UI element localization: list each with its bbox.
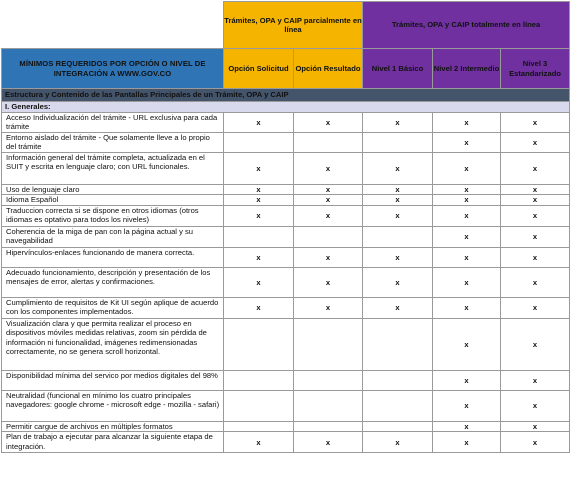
mark-cell xyxy=(224,370,294,390)
mark-cell xyxy=(224,318,294,370)
mark-cell xyxy=(294,133,363,153)
requirement-text: Traduccion correcta si se dispone en otros idiomas (otros idiomas es optativo para todos los niveles) xyxy=(2,205,224,226)
mark-cell: x xyxy=(224,195,294,205)
table-row xyxy=(2,153,570,185)
col-header-nivel-3: Nivel 3 Estandarizado xyxy=(501,49,570,89)
col-header-nivel-2: Nivel 2 Intermedio xyxy=(433,49,501,89)
requirements-table xyxy=(1,1,570,453)
mark-cell: x xyxy=(433,390,501,421)
mark-cell xyxy=(363,390,433,421)
col-header-resultado: Opción Resultado xyxy=(294,49,363,89)
mark-cell: x xyxy=(224,297,294,318)
mark-cell: x xyxy=(294,113,363,133)
requirement-text: Hipervínculos-enlaces funcionando de manera correcta. xyxy=(2,247,224,267)
mark-cell: x xyxy=(501,432,570,453)
mark-cell: x xyxy=(501,153,570,185)
mark-cell: x xyxy=(294,185,363,195)
table-row xyxy=(2,133,570,153)
mark-cell: x xyxy=(433,267,501,297)
mark-cell: x xyxy=(433,226,501,247)
table-row xyxy=(2,247,570,267)
mark-cell: x xyxy=(501,247,570,267)
mark-cell: x xyxy=(294,195,363,205)
requirement-text: Entorno aislado del trámite - Que solamente lleve a lo propio del trámite xyxy=(2,133,224,153)
mark-cell: x xyxy=(363,205,433,226)
mark-cell xyxy=(224,390,294,421)
table-row xyxy=(2,113,570,133)
mark-cell: x xyxy=(224,153,294,185)
mark-cell: x xyxy=(433,370,501,390)
mark-cell: x xyxy=(224,267,294,297)
mark-cell: x xyxy=(294,297,363,318)
mark-cell: x xyxy=(501,185,570,195)
mark-cell: x xyxy=(363,153,433,185)
mark-cell: x xyxy=(433,153,501,185)
requirement-text: Permitir cargue de archivos en múltiples formatos xyxy=(2,421,224,431)
header-corner xyxy=(2,2,224,49)
mark-cell: x xyxy=(501,133,570,153)
mark-cell: x xyxy=(294,432,363,453)
mark-cell: x xyxy=(433,185,501,195)
requirement-text: Visualización clara y que permita realizar el proceso en dispositivos móviles medidas relativas, zoom sin pérdida de información ni funcionalidad, imágenes redimensionadas correctamente, no se genera scroll horizontal. xyxy=(2,318,224,370)
mark-cell: x xyxy=(363,432,433,453)
mark-cell: x xyxy=(501,318,570,370)
mark-cell xyxy=(294,390,363,421)
requirement-text: Cumplimiento de requisitos de Kit UI según aplique de acuerdo con los componentes implementados. xyxy=(2,297,224,318)
requirement-text: Información general del trámite completa, actualizada en el SUIT y escrita en lenguaje claro; con URL funcionales. xyxy=(2,153,224,185)
table-row xyxy=(2,205,570,226)
mark-cell: x xyxy=(224,432,294,453)
col-header-nivel-1: Nivel 1 Básico xyxy=(363,49,433,89)
table-row xyxy=(2,195,570,205)
requirement-text: Adecuado funcionamiento, descripción y presentación de los mensajes de error, alertas y confirmaciones. xyxy=(2,267,224,297)
mark-cell: x xyxy=(363,113,433,133)
table-row xyxy=(2,432,570,453)
mark-cell xyxy=(224,133,294,153)
mark-cell: x xyxy=(433,297,501,318)
table-row xyxy=(2,267,570,297)
mark-cell: x xyxy=(433,318,501,370)
mark-cell xyxy=(224,421,294,431)
table-row xyxy=(2,370,570,390)
mark-cell xyxy=(363,133,433,153)
table-row xyxy=(2,185,570,195)
mark-cell xyxy=(294,421,363,431)
requirement-text: Neutralidad (funcional en mínimo los cuatro principales navegadores: google chrome - microsoft edge - mozilla - safari) xyxy=(2,390,224,421)
requirement-text: Acceso Individualización del trámite - URL exclusiva para cada trámite xyxy=(2,113,224,133)
mark-cell xyxy=(294,318,363,370)
mark-cell xyxy=(224,226,294,247)
mark-cell: x xyxy=(433,195,501,205)
mark-cell: x xyxy=(224,205,294,226)
table-row xyxy=(2,318,570,370)
mark-cell: x xyxy=(501,205,570,226)
mark-cell: x xyxy=(433,432,501,453)
mark-cell: x xyxy=(501,390,570,421)
mark-cell: x xyxy=(294,205,363,226)
mark-cell: x xyxy=(363,247,433,267)
mark-cell: x xyxy=(294,267,363,297)
group-header-partial: Trámites, OPA y CAIP parcialmente en línea xyxy=(224,2,363,49)
mark-cell: x xyxy=(501,195,570,205)
mark-cell: x xyxy=(433,113,501,133)
requirement-text: Plan de trabajo a ejecutar para alcanzar la siguiente etapa de integración. xyxy=(2,432,224,453)
table-row xyxy=(2,297,570,318)
mark-cell xyxy=(363,370,433,390)
table-row xyxy=(2,390,570,421)
requirement-text: Uso de lenguaje claro xyxy=(2,185,224,195)
mark-cell: x xyxy=(501,113,570,133)
row-header: MÍNIMOS REQUERIDOS POR OPCIÓN O NIVEL DE INTEGRACIÓN A WWW.GOV.CO xyxy=(2,49,224,89)
requirement-text: Idioma Español xyxy=(2,195,224,205)
mark-cell: x xyxy=(501,297,570,318)
table-row xyxy=(2,226,570,247)
mark-cell xyxy=(363,421,433,431)
mark-cell xyxy=(363,318,433,370)
mark-cell: x xyxy=(501,421,570,431)
mark-cell: x xyxy=(294,153,363,185)
section-title: Estructura y Contenido de las Pantallas Principales de un Trámite, OPA y CAIP xyxy=(2,89,570,102)
requirement-text: Disponibilidad mínima del servico por medios digitales del 98% xyxy=(2,370,224,390)
mark-cell: x xyxy=(433,247,501,267)
mark-cell: x xyxy=(363,195,433,205)
subsection-title: I. Generales: xyxy=(2,102,570,113)
col-header-solicitud: Opción Solicitud xyxy=(224,49,294,89)
mark-cell: x xyxy=(433,205,501,226)
group-header-full: Trámites, OPA y CAIP totalmente en línea xyxy=(363,2,570,49)
mark-cell: x xyxy=(501,226,570,247)
requirement-text: Coherencia de la miga de pan con la página actual y su navegabilidad xyxy=(2,226,224,247)
mark-cell: x xyxy=(224,113,294,133)
mark-cell: x xyxy=(433,133,501,153)
mark-cell: x xyxy=(294,247,363,267)
mark-cell: x xyxy=(224,247,294,267)
mark-cell xyxy=(294,370,363,390)
mark-cell: x xyxy=(363,185,433,195)
mark-cell: x xyxy=(501,267,570,297)
table-row xyxy=(2,421,570,431)
mark-cell: x xyxy=(224,185,294,195)
mark-cell: x xyxy=(501,370,570,390)
mark-cell: x xyxy=(363,297,433,318)
mark-cell xyxy=(294,226,363,247)
mark-cell: x xyxy=(363,267,433,297)
mark-cell: x xyxy=(433,421,501,431)
mark-cell xyxy=(363,226,433,247)
